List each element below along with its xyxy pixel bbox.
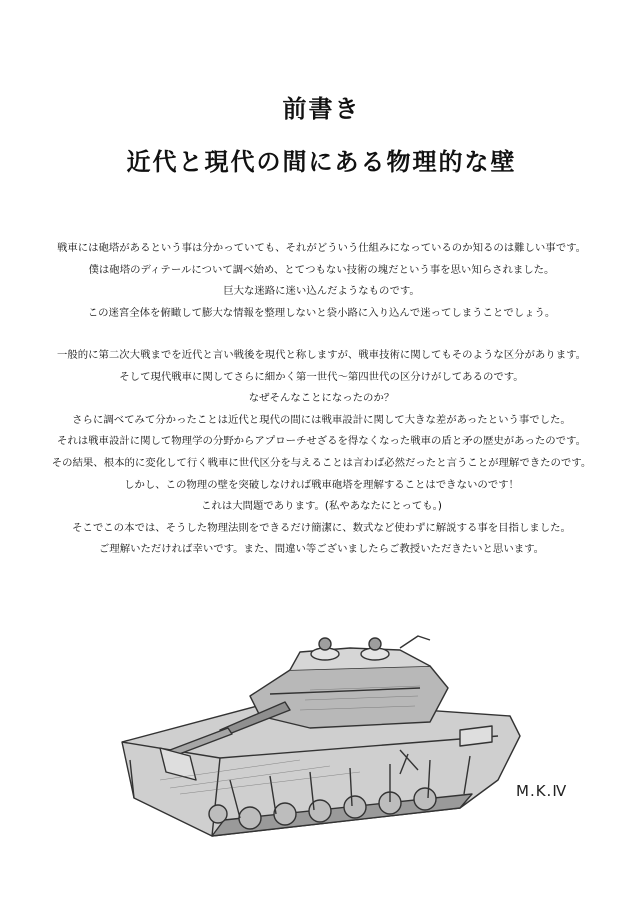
paragraph-1	[0, 238, 643, 324]
text-line: そして現代戦車に関してさらに細かく第一世代～第四世代の区分けがしてあるのです。	[119, 370, 524, 383]
text-line: ご理解いただければ幸いです。また、間違い等ございましたらご教授いただきたいと思います。	[98, 543, 545, 556]
text-line: その結果、根本的に変化して行く戦車に世代区分を与えることは言わば必然だったと言うことが理解できたのです。	[51, 456, 592, 469]
text-line: これは大問題であります。(私やあなたにとっても。)	[201, 500, 442, 513]
text-line: それは戦車設計に関して物理学の分野からアプローチせざるを得なくなった戦車の盾と矛の歴史があったのです。	[57, 435, 586, 448]
paragraph-2	[0, 345, 643, 561]
tank-illustration	[100, 630, 600, 860]
page-subtitle: 近代と現代の間にある物理的な壁	[126, 148, 517, 176]
text-line: なぜそんなことになったのか？	[248, 392, 395, 405]
text-line: 巨大な迷路に迷い込んだようなものです。	[223, 285, 420, 298]
text-line: さらに調べてみて分かったことは近代と現代の間には戦車設計に関して大きな差があったという事でした。	[72, 413, 571, 426]
text-line: しかし、この物理の壁を突破しなければ戦車砲塔を理解することはできないのです！	[124, 478, 519, 491]
page-title: 前書き	[282, 95, 361, 123]
text-line: そこでこの本では、そうした物理法則をできるだけ簡潔に、数式など使わずに解説する事を目指しました。	[72, 521, 571, 534]
text-line: 戦車には砲塔があるという事は分かっていても、それがどういう仕組みになっているのか知るのは難しい事です。	[56, 242, 587, 254]
text-line: 一般的に第二次大戦までを近代と言い戦後を現代と称しますが、戦車技術に関してもそのような区分があります。	[56, 349, 587, 361]
artist-signature: M.K.Ⅳ	[516, 782, 568, 800]
text-line: 僕は砲塔のディテールについて調べ始め、とてつもない技術の塊だという事を思い知らされました。	[88, 263, 555, 276]
text-line: この迷宮全体を俯瞰して膨大な情報を整理しないと袋小路に入り込んで迷ってしまうことでしょう。	[87, 306, 556, 319]
